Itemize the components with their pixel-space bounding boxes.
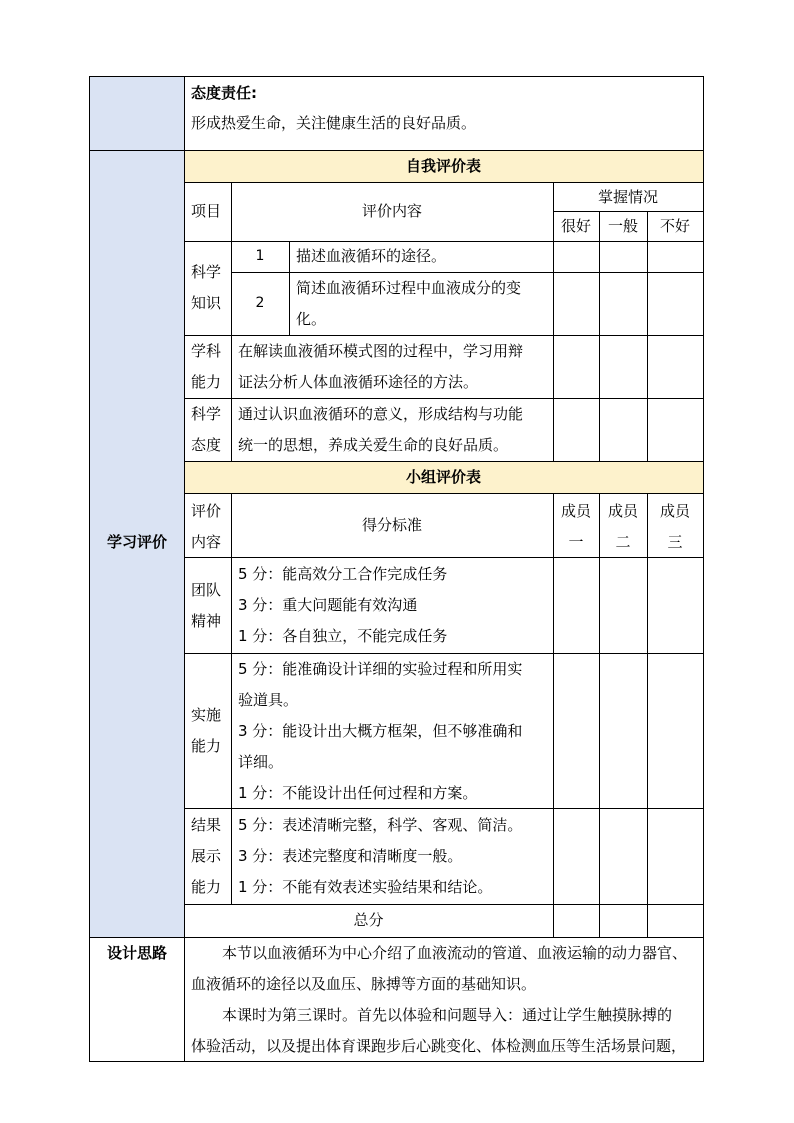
attitude-label: 态度责任: [191,84,257,102]
level-very-good: 很好 [560,217,591,235]
group-row-cat: 能力 [191,878,222,896]
group-row-text: 1 分：不能有效表述实验结果和结论。 [238,878,493,896]
member-1-header: 一 [568,533,584,551]
group-row-cat: 实施 [191,706,222,724]
self-sub-text: 化。 [296,310,327,328]
self-row-cat: 科学 [191,263,222,281]
level-poor: 不好 [659,217,690,235]
member-1-header: 成员 [560,502,591,520]
member-3-header: 三 [667,533,683,551]
group-row-cat: 展示 [191,847,222,865]
self-row-cat: 科学 [191,405,222,423]
self-row-text: 统一的思想，养成关爱生命的良好品质。 [238,436,509,454]
group-col-standard: 得分标准 [361,516,422,534]
design-paragraph-line: 体验活动，以及提出体育课跑步后心跳变化、体检测血压等生活场景问题， [191,1037,687,1055]
self-row-text: 通过认识血液循环的意义，形成结构与功能 [238,405,524,423]
self-row-text: 证法分析人体血液循环途径的方法。 [238,373,479,391]
group-row-text: 3 分：能设计出大概方框架，但不够准确和 [238,722,523,740]
group-row-text: 详细。 [238,753,284,771]
self-sub-text: 描述血液循环的途径。 [296,247,447,265]
self-sub-no: 1 [255,248,265,264]
self-eval-col-mastery: 掌握情况 [597,188,658,206]
group-eval-title: 小组评价表 [405,468,481,486]
group-row-text: 3 分：表述完整度和清晰度一般。 [238,847,463,865]
self-row-text: 在解读血液循环模式图的过程中，学习用辩 [238,342,524,360]
group-row-text: 3 分：重大问题能有效沟通 [238,596,418,614]
group-row-text: 5 分：能准确设计详细的实验过程和所用实 [238,660,523,678]
left-label-column [90,76,184,938]
group-row-text: 1 分：不能设计出任何过程和方案。 [238,784,478,802]
level-average: 一般 [607,217,638,235]
self-row-cat: 学科 [191,342,222,360]
self-row-cat: 知识 [191,294,222,312]
group-row-text: 5 分：表述清晰完整，科学、客观、简洁。 [238,816,523,834]
attitude-text: 形成热爱生命，关注健康生活的良好品质。 [191,114,477,132]
self-sub-text: 简述血液循环过程中血液成分的变 [296,279,522,297]
group-col-item: 内容 [191,533,222,551]
group-row-cat: 精神 [191,612,222,630]
self-row-cat: 能力 [191,373,222,391]
design-paragraph-line: 本课时为第三课时。首先以体验和问题导入：通过让学生触摸脉搏的 [222,1006,673,1024]
group-row-cat: 团队 [191,581,222,599]
design-label: 设计思路 [106,944,167,962]
group-row-text: 5 分：能高效分工合作完成任务 [238,565,448,583]
total-score-label: 总分 [353,911,384,929]
member-2-header: 成员 [607,502,638,520]
design-paragraph-line: 本节以血液循环为中心介绍了血液流动的管道、血液运输的动力器官、 [222,944,688,962]
learning-eval-label: 学习评价 [106,533,167,551]
design-paragraph-line: 血液循环的途径以及血压、脉搏等方面的基础知识。 [191,975,537,993]
group-row-text: 1 分：各自独立，不能完成任务 [238,627,448,645]
member-3-header: 成员 [659,502,690,520]
member-2-header: 二 [615,533,631,551]
group-row-text: 验道具。 [238,691,299,709]
self-eval-title: 自我评价表 [405,157,481,175]
group-row-cat: 能力 [191,737,222,755]
self-sub-no: 2 [255,295,265,311]
group-col-item: 评价 [191,502,222,520]
self-row-cat: 态度 [191,436,222,454]
group-row-cat: 结果 [191,816,222,834]
self-eval-col-item: 项目 [191,202,222,220]
self-eval-col-content: 评价内容 [361,202,422,220]
